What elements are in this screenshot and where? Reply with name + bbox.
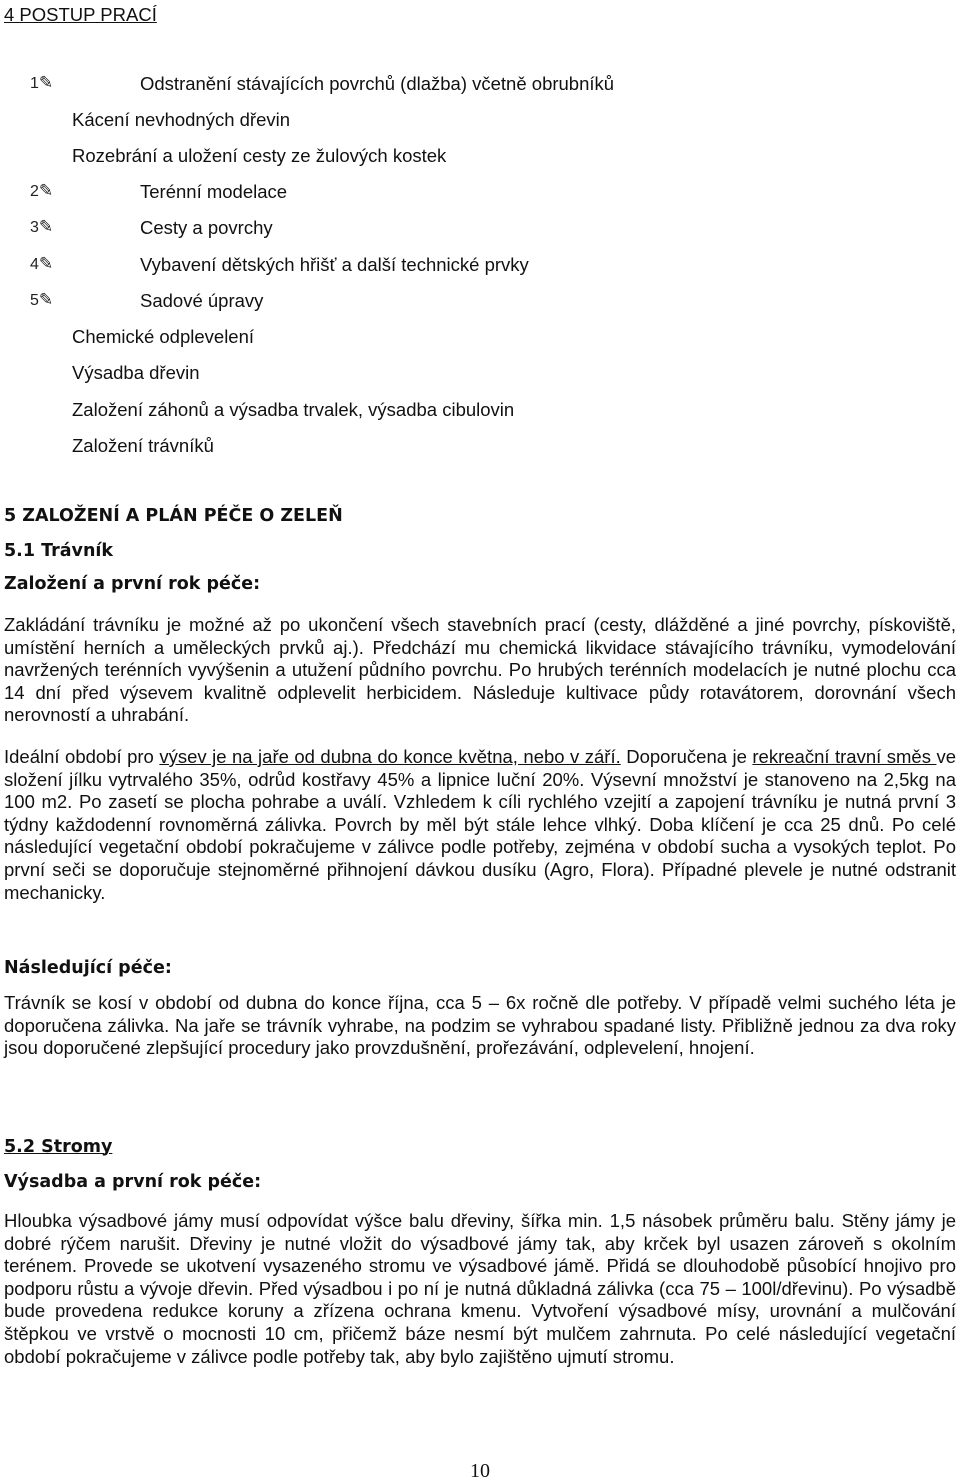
sowing-text-3: ve složení jílku vytrvalého 35%, odrůd kostřavy 45% a lipnice luční 20%. Výsevní množství je stanoveno na 2,5kg na 100 m2. Po zasetí se plocha pohrabe a uválí. Vzhledem k cíli rychlého vzejití a zapojení trávníku je nutná první 3 týdny každodenní rovnoměrná zálivka. Povrch by měl být stále lehce vlhký. Doba klíčení je cca 25 dnů. Po celé následující vegetační období pokračujeme v zálivce podle potřeby, zejména v období sucha a vysokých teplot. Po první seči se doporučuje stejnoměrné přihnojení dávkou dusíku (Agro, Flora). Případné plevele je nutné odstranit mechanicky. <box>4 746 956 903</box>
step-1-sub-1: Kácení nevhodných dřevin <box>72 109 291 130</box>
step-number-2-digit: 2 <box>30 183 39 200</box>
subheading-vysadba-prvni-rok: Výsadba a první rok péče: <box>4 1172 262 1192</box>
step-3-text: Cesty a povrchy <box>140 217 273 238</box>
pencil-icon: ✎ <box>38 254 54 273</box>
step-number-4-digit: 4 <box>30 256 39 273</box>
sowing-period-underlined: výsev je na jaře od dubna do konce května, nebo v září. <box>159 746 621 767</box>
heading-5-1-travnik: 5.1 Trávník <box>4 541 114 561</box>
step-number-1 <box>30 73 90 93</box>
step-4-text: Vybavení dětských hřišť a další technické prvky <box>140 254 529 275</box>
step-1-text: Odstranění stávajících povrchů (dlažba) včetně obrubníků <box>140 73 615 94</box>
step-number-3 <box>30 217 90 237</box>
paragraph-tree-planting: Hloubka výsadbové jámy musí odpovídat výšce balu dřeviny, šířka min. 1,5 násobek průměru balu. Stěny jámy je dobré rýčem narušit. Dřeviny je nutné vložit do výsadbové jámy tak, aby krček byl usazen zároveň s okolním terénem. Provede se ukotvení vysazeného stromu ve výsadbové jámě. Přidá se dlouhodobě působící hnojivo pro podporu růstu a vývoje dřevin. Před výsadbou i po ní je nutná důkladná zálivka (cca 75 – 100l/dřevinu). Po výsadbě bude provedena redukce koruny a zřízena ochrana kmenu. Vytvoření výsadbové mísy, urovnání a mulčování štěpkou ve vrstvě o mocnosti 10 cm, přičemž báze nesmí být mulčem zahrnuta. Po celé následující vegetační období pokračujeme v zálivce podle potřeby tak, aby bylo zajištěno ujmutí stromu. <box>4 1210 956 1367</box>
step-5-sub-3: Založení záhonů a výsadba trvalek, výsadba cibulovin <box>72 399 515 420</box>
page-number: 10 <box>470 1460 490 1482</box>
step-5-sub-2: Výsadba dřevin <box>72 362 200 383</box>
pencil-icon: ✎ <box>38 290 54 309</box>
sowing-text-1: Ideální období pro <box>4 746 160 767</box>
subheading-nasledujici-pece: Následující péče: <box>4 958 172 978</box>
step-number-2 <box>30 181 90 201</box>
heading-5-2-stromy-text: 5.2 Stromy <box>4 1137 113 1157</box>
step-2-text: Terénní modelace <box>140 181 288 202</box>
pencil-icon: ✎ <box>38 73 54 92</box>
paragraph-lawn-maintenance: Trávník se kosí v období od dubna do konce října, cca 5 – 6x ročně dle potřeby. V případě velmi suchého léta je doporučena zálivka. Na jaře se trávník vyhrabe, na podzim se vyhrabou spadané listy. Přibližně jednou za dva roky jsou doporučené zlepšující procedury jako provzdušnění, prořezávání, odplevelení, hnojení. <box>4 992 956 1059</box>
pencil-icon: ✎ <box>38 217 54 236</box>
subheading-zalozeni-prvni-rok: Založení a první rok péče: <box>4 574 261 594</box>
heading-4-postup-praci: 4 POSTUP PRACÍ <box>4 4 157 25</box>
paragraph-lawn-preparation: Zakládání trávníku je možné až po ukončení všech stavebních prací (cesty, dlážděné a jiné povrchy, pískoviště, umístění herních a uměleckých prvků aj.). Předchází mu chemická likvidace stávajícího trávníku, vymodelování navržených terénních vyvýšenin a utužení půdního povrchu. Po hrubých terénních modelacích je nutné plochu cca 14 dní před výsevem kvalitně odplevelit herbicidem. Následuje kultivace půdy rotavátorem, dorovnání všech nerovností a uhrabání. <box>4 614 956 726</box>
step-number-5 <box>30 290 90 310</box>
sowing-text-2: Doporučena je <box>620 746 753 767</box>
step-number-4 <box>30 254 90 274</box>
paragraph-lawn-sowing <box>4 746 956 904</box>
step-5-sub-1: Chemické odplevelení <box>72 326 255 347</box>
step-number-5-digit: 5 <box>30 292 39 309</box>
pencil-icon: ✎ <box>38 181 54 200</box>
step-number-3-digit: 3 <box>30 219 39 236</box>
step-5-sub-4: Založení trávníků <box>72 435 214 456</box>
heading-5-2-stromy <box>4 1137 112 1157</box>
grass-mix-underlined: rekreační travní směs <box>752 746 937 767</box>
step-1-sub-2: Rozebrání a uložení cesty ze žulových kostek <box>72 145 447 166</box>
heading-5-zalozeni: 5 ZALOŽENÍ A PLÁN PÉČE O ZELEŇ <box>4 506 343 526</box>
step-5-text: Sadové úpravy <box>140 290 264 311</box>
step-number-1-digit: 1 <box>30 75 39 92</box>
